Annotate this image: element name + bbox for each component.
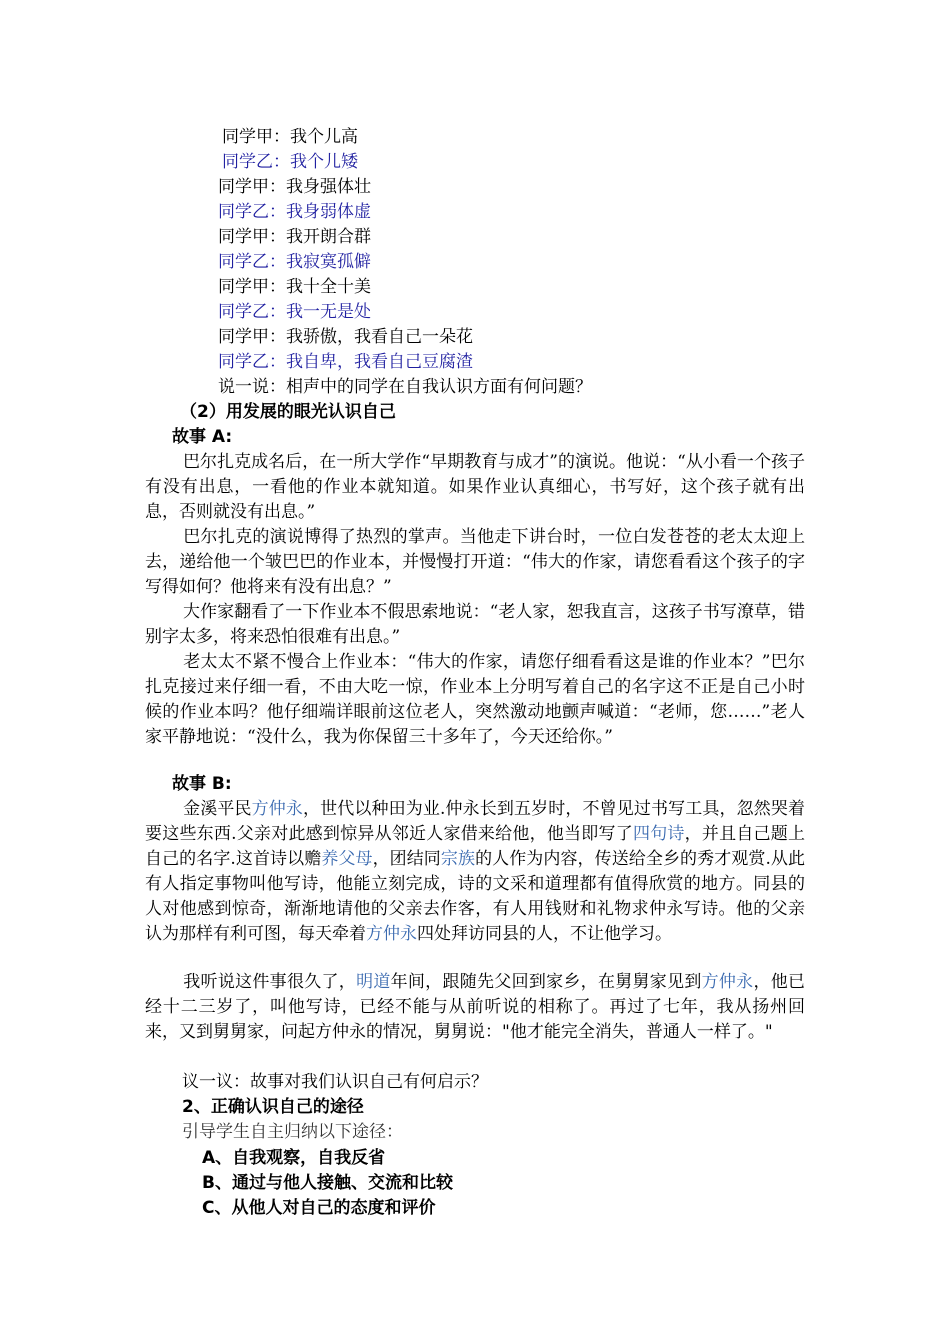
story-a-paragraph-4 bbox=[145, 650, 805, 750]
story-b-text: ，他已经十二三岁了，叫他写诗，已经不能与从前听说的相称了。再过了七年，我从扬州回来，又到舅舅家，问起方仲永的情况，舅舅说："他才能完全消失，普通人一样了。" bbox=[145, 972, 806, 1042]
story-a-title: 故事 A: bbox=[172, 427, 233, 447]
dialogue-speaker: 同学乙： bbox=[218, 252, 286, 272]
link-fang-zhongyong[interactable]: 方仲永 bbox=[251, 799, 303, 819]
link-mingdao[interactable]: 明道 bbox=[356, 972, 391, 992]
dialogue-line-4 bbox=[218, 200, 371, 224]
dialogue-speaker: 同学乙： bbox=[218, 302, 286, 322]
dialogue-text: 我一无是处 bbox=[286, 302, 371, 322]
dialogue-text: 我开朗合群 bbox=[286, 227, 371, 247]
dialogue-speaker: 同学甲： bbox=[218, 177, 286, 197]
dialogue-line-1 bbox=[222, 125, 358, 149]
dialogue-speaker: 同学甲： bbox=[218, 227, 286, 247]
dialogue-speaker: 同学甲： bbox=[218, 277, 286, 297]
dialogue-text: 我十全十美 bbox=[286, 277, 371, 297]
dialogue-text: 我寂寞孤僻 bbox=[286, 252, 371, 272]
story-b-title: 故事 B: bbox=[172, 774, 232, 794]
link-fang-zhongyong[interactable]: 方仲永 bbox=[366, 924, 417, 944]
dialogue-line-5 bbox=[218, 225, 371, 249]
story-b-text: 我听说这件事很久了， bbox=[183, 972, 357, 992]
link-four-line-poem[interactable]: 四句诗 bbox=[632, 824, 685, 844]
story-b-text: ，团结同 bbox=[372, 849, 441, 869]
story-a-p4-text: 老太太不紧不慢合上作业本：“伟大的作家，请您仔细看看这是谁的作业本？”巴尔扎克接过来仔细一看，不由大吃一惊，作业本上分明写着自己的名字这不正是自己小时候的作业本吗？他仔细端详眼前这位老人，突然激动地颤声喊道：“老师，您……”老人家平静地说：“没什么，我为你保留三十多年了，今天还给你。” bbox=[145, 652, 805, 747]
story-a-paragraph-1 bbox=[145, 450, 805, 525]
way-item-a: A、自我观察，自我反省 bbox=[202, 1148, 386, 1168]
dialogue-line-7 bbox=[218, 275, 371, 299]
dialogue-line-9 bbox=[218, 325, 473, 349]
dialogue-line-2 bbox=[222, 150, 358, 174]
story-a-paragraph-3 bbox=[145, 600, 805, 650]
dialogue-line-8 bbox=[218, 300, 371, 324]
dialogue-speaker: 同学乙： bbox=[218, 352, 286, 372]
guide-text: 引导学生自主归纳以下途径： bbox=[182, 1122, 403, 1142]
story-b-paragraph-1 bbox=[145, 797, 805, 947]
story-b-text: ，并且自己题上自己的名字.这首诗以赡 bbox=[145, 824, 806, 869]
dialogue-line-3 bbox=[218, 175, 371, 199]
story-b-text: 年间，跟随先父回到家乡，在舅舅家见到 bbox=[390, 972, 702, 992]
dialogue-speaker: 同学甲： bbox=[218, 327, 286, 347]
dialogue-text: 我个儿高 bbox=[290, 127, 358, 147]
way-item-c: C、从他人对自己的态度和评价 bbox=[202, 1198, 436, 1218]
story-a-p2-text: 巴尔扎克的演说博得了热烈的掌声。当他走下讲台时，一位白发苍苍的老太太迎上去，递给他一个皱巴巴的作业本，并慢慢打开道：“伟大的作家，请您看看这个孩子的字写得如何？他将来有没有出息？” bbox=[145, 527, 805, 597]
section-heading-develop: （2）用发展的眼光认识自己 bbox=[180, 402, 396, 422]
dialogue-text: 我身强体壮 bbox=[286, 177, 371, 197]
dialogue-speaker: 同学乙： bbox=[218, 202, 286, 222]
dialogue-text: 我自卑，我看自己豆腐渣 bbox=[286, 352, 473, 372]
story-b-text: 的人作为内容，传送给全乡的秀才观赏.从此有人指定事物叫他写诗，他能立刻完成，诗的文采和道理都有值得欣赏的地方。同县的人对他感到惊奇，渐渐地请他的父亲去作客，有人用钱财和礼物求仲永写诗。他的父亲认为那样有利可图，每天牵着 bbox=[145, 849, 806, 944]
dialogue-text: 我骄傲，我看自己一朵花 bbox=[286, 327, 473, 347]
question-say: 说一说：相声中的同学在自我认识方面有何问题？ bbox=[218, 377, 592, 397]
story-b-text: 金溪平民 bbox=[183, 799, 252, 819]
section-heading-ways: 2、正确认识自己的途径 bbox=[182, 1097, 364, 1117]
dialogue-speaker: 同学甲： bbox=[222, 127, 290, 147]
dialogue-speaker: 同学乙： bbox=[222, 152, 290, 172]
dialogue-line-6 bbox=[218, 250, 371, 274]
dialogue-text: 我身弱体虚 bbox=[286, 202, 371, 222]
story-a-paragraph-2 bbox=[145, 525, 805, 600]
story-b-text: 四处拜访同县的人，不让他学习。 bbox=[417, 924, 672, 944]
way-item-b: B、通过与他人接触、交流和比较 bbox=[202, 1173, 453, 1193]
story-b-paragraph-2 bbox=[145, 970, 805, 1045]
question-discuss: 议一议：故事对我们认识自己有何启示？ bbox=[182, 1072, 488, 1092]
link-support-parents[interactable]: 养父母 bbox=[321, 849, 373, 869]
link-fang-zhongyong[interactable]: 方仲永 bbox=[701, 972, 754, 992]
story-a-p1-text: 巴尔扎克成名后，在一所大学作“早期教育与成才”的演说。他说：“从小看一个孩子有没有出息，一看他的作业本就知道。如果作业认真细心，书写好，这个孩子就有出息，否则就没有出息。” bbox=[145, 452, 805, 522]
link-clan[interactable]: 宗族 bbox=[440, 849, 476, 869]
dialogue-line-10 bbox=[218, 350, 473, 374]
story-a-p3-text: 大作家翻看了一下作业本不假思索地说：“老人家，恕我直言，这孩子书写潦草，错别字太多，将来恐怕很难有出息。” bbox=[145, 602, 805, 647]
dialogue-text: 我个儿矮 bbox=[290, 152, 358, 172]
story-b-text: ，世代以种田为业.仲永长到五岁时，不曾见过书写工具，忽然哭着要这些东西.父亲对此感到惊异从邻近人家借来给他，他当即写了 bbox=[145, 799, 806, 844]
